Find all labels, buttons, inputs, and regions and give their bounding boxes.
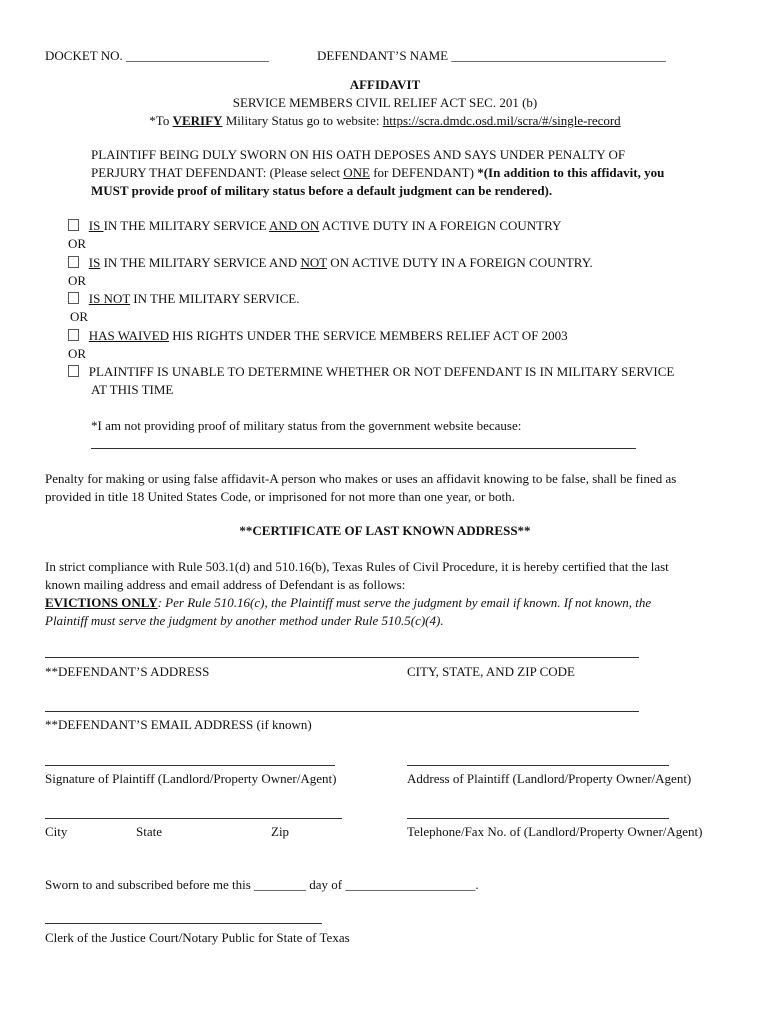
option-5-line-2: AT THIS TIME (91, 382, 174, 397)
option-not-active-duty: IS IN THE MILITARY SERVICE AND NOT ON ACTIVE DUTY IN A FOREIGN COUNTRY. (68, 254, 593, 272)
plaintiff-address-label: Address of Plaintiff (Landlord/Property Owner/Agent) (407, 771, 692, 786)
defendant-email-label: **DEFENDANT’S EMAIL ADDRESS (if known) (45, 717, 312, 732)
option-unable-to-determine: PLAINTIFF IS UNABLE TO DETERMINE WHETHER OR NOT DEFENDANT IS IN MILITARY SERVICE (68, 363, 674, 381)
defendant-address-field[interactable] (45, 657, 639, 658)
telephone-label: Telephone/Fax No. of (Landlord/Property Owner/Agent) (407, 824, 703, 839)
verify-word: VERIFY (172, 113, 223, 128)
oath-line-1: PLAINTIFF BEING DULY SWORN ON HIS OATH DEPOSES AND SAYS UNDER PENALTY OF (91, 147, 626, 162)
city-state-zip-field[interactable] (45, 818, 342, 819)
certificate-line-2: known mailing address and email address of Defendant is as follows: (45, 577, 406, 592)
affidavit-title: AFFIDAVIT (349, 77, 421, 92)
clerk-signature-field[interactable] (45, 923, 322, 924)
evictions-line-2: Plaintiff must serve the judgment by another method under Rule 510.5(c)(4). (45, 613, 444, 628)
plaintiff-signature-label: Signature of Plaintiff (Landlord/Property Owner/Agent) (45, 771, 337, 786)
city-state-zip-label: CITY, STATE, AND ZIP CODE (407, 664, 575, 679)
option-2-checkbox[interactable] (68, 256, 79, 268)
option-5-checkbox[interactable] (68, 365, 79, 377)
verify-line: *To VERIFY Military Status go to website: https://scra.dmdc.osd.mil/scra/#/single-record (149, 113, 621, 128)
proof-reason-field[interactable] (91, 448, 636, 449)
clerk-label: Clerk of the Justice Court/Notary Public for State of Texas (45, 930, 350, 945)
option-3-checkbox[interactable] (68, 292, 79, 304)
state-label: State (136, 824, 162, 839)
evictions-only-label: EVICTIONS ONLY (45, 595, 158, 610)
option-4-checkbox[interactable] (68, 329, 79, 341)
docket-number-label: DOCKET NO. ______________________ (45, 48, 270, 63)
penalty-line-2: provided in title 18 United States Code, or imprisoned for not more than one year, or both. (45, 489, 515, 504)
certificate-title: **CERTIFICATE OF LAST KNOWN ADDRESS** (239, 523, 531, 538)
defendant-name-label: DEFENDANT’S NAME _________________________________ (317, 48, 666, 63)
penalty-line-1: Penalty for making or using false affidavit-A person who makes or uses an affidavit knowing to be false, shall be fined as (45, 471, 677, 486)
city-label: City (45, 824, 68, 839)
option-1-checkbox[interactable] (68, 219, 79, 231)
certificate-line-1: In strict compliance with Rule 503.1(d) and 510.16(b), Texas Rules of Civil Procedure, it is hereby certified that the last (45, 559, 669, 574)
plaintiff-address-field[interactable] (407, 765, 669, 766)
scra-website-link[interactable]: https://scra.dmdc.osd.mil/scra/#/single-record (382, 113, 621, 128)
or-separator: OR (68, 236, 87, 251)
option-not-in-service: IS NOT IN THE MILITARY SERVICE. (68, 290, 300, 308)
or-separator: OR (68, 273, 87, 288)
oath-line-3: MUST provide proof of military status before a default judgment can be rendered). (91, 183, 553, 198)
option-waived-rights: HAS WAIVED HIS RIGHTS UNDER THE SERVICE MEMBERS RELIEF ACT OF 2003 (68, 327, 568, 345)
defendant-address-label: **DEFENDANT’S ADDRESS (45, 664, 210, 679)
telephone-field[interactable] (407, 818, 669, 819)
or-separator: OR (68, 346, 87, 361)
proof-reason-label: *I am not providing proof of military status from the government website because: (91, 418, 522, 433)
affidavit-subtitle: SERVICE MEMBERS CIVIL RELIEF ACT SEC. 201 (b) (232, 95, 538, 110)
sworn-statement: Sworn to and subscribed before me this ________ day of ____________________. (45, 877, 479, 892)
defendant-email-field[interactable] (45, 711, 639, 712)
zip-label: Zip (271, 824, 290, 839)
evictions-line-1: EVICTIONS ONLY: Per Rule 510.16(c), the Plaintiff must serve the judgment by email if known. If not known, the (45, 595, 652, 610)
plaintiff-signature-field[interactable] (45, 765, 335, 766)
option-active-duty-foreign: IS IN THE MILITARY SERVICE AND ON ACTIVE DUTY IN A FOREIGN COUNTRY (68, 217, 561, 235)
oath-line-2: PERJURY THAT DEFENDANT: (Please select ONE for DEFENDANT) *(In addition to this affidavit, you (91, 165, 665, 180)
or-separator: OR (70, 309, 89, 324)
